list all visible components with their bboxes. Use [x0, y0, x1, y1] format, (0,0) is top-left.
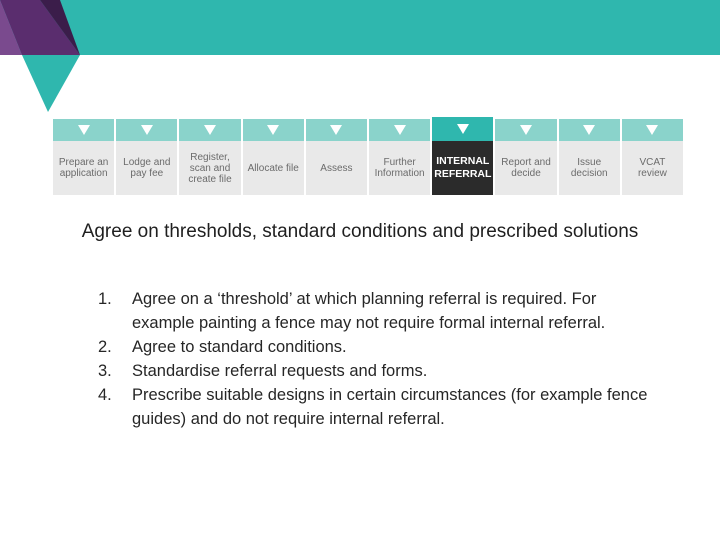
process-steps — [53, 119, 683, 195]
list-item-text: Standardise referral requests and forms. — [132, 362, 428, 380]
down-arrow-icon — [583, 125, 595, 135]
content-list — [98, 287, 658, 431]
process-step — [306, 119, 367, 195]
down-arrow-icon — [267, 125, 279, 135]
process-step — [559, 119, 620, 195]
list-item-text: Prescribe suitable designs in certain circumstances (for example fence guides) and do not require internal referral. — [132, 386, 648, 428]
step-label: Issue decision — [559, 141, 620, 195]
process-step — [432, 117, 493, 195]
down-arrow-icon — [457, 124, 469, 134]
step-label: INTERNAL REFERRAL — [432, 141, 493, 195]
slide-heading: Agree on thresholds, standard conditions and prescribed solutions — [81, 221, 639, 242]
down-arrow-icon — [204, 125, 216, 135]
list-item — [98, 335, 658, 359]
list-item-number: 1. — [98, 290, 112, 308]
list-item-text: Agree on a ‘threshold’ at which planning referral is required. For example painting a fence may not require formal internal referral. — [132, 290, 606, 332]
step-label: Allocate file — [243, 141, 304, 195]
step-arrow-bar — [243, 119, 304, 141]
step-arrow-bar — [495, 119, 556, 141]
list-item — [98, 359, 658, 383]
down-arrow-icon — [141, 125, 153, 135]
process-step — [622, 119, 683, 195]
list-item-number: 3. — [98, 362, 112, 380]
down-arrow-icon — [394, 125, 406, 135]
step-label: Further Information — [369, 141, 430, 195]
step-arrow-bar — [306, 119, 367, 141]
down-arrow-icon — [78, 125, 90, 135]
step-label: Prepare an application — [53, 141, 114, 195]
step-arrow-bar — [116, 119, 177, 141]
step-arrow-bar — [622, 119, 683, 141]
step-label: Register, scan and create file — [179, 141, 240, 195]
process-step — [369, 119, 430, 195]
list-item-number: 4. — [98, 386, 112, 404]
process-step — [179, 119, 240, 195]
list-item-text: Agree to standard conditions. — [132, 338, 347, 356]
step-arrow-bar — [369, 119, 430, 141]
process-step — [116, 119, 177, 195]
step-arrow-bar — [432, 117, 493, 141]
down-arrow-icon — [646, 125, 658, 135]
corner-decoration — [0, 0, 82, 112]
list-item — [98, 383, 658, 431]
list-item — [98, 287, 658, 335]
corner-teal-triangle — [22, 55, 80, 112]
process-step — [243, 119, 304, 195]
step-arrow-bar — [53, 119, 114, 141]
step-arrow-bar — [179, 119, 240, 141]
step-label: VCAT review — [622, 141, 683, 195]
list-item-number: 2. — [98, 338, 112, 356]
process-step — [495, 119, 556, 195]
process-step — [53, 119, 114, 195]
step-arrow-bar — [559, 119, 620, 141]
down-arrow-icon — [330, 125, 342, 135]
step-label: Assess — [306, 141, 367, 195]
step-label: Lodge and pay fee — [116, 141, 177, 195]
top-accent-bar — [0, 0, 720, 55]
down-arrow-icon — [520, 125, 532, 135]
step-label: Report and decide — [495, 141, 556, 195]
